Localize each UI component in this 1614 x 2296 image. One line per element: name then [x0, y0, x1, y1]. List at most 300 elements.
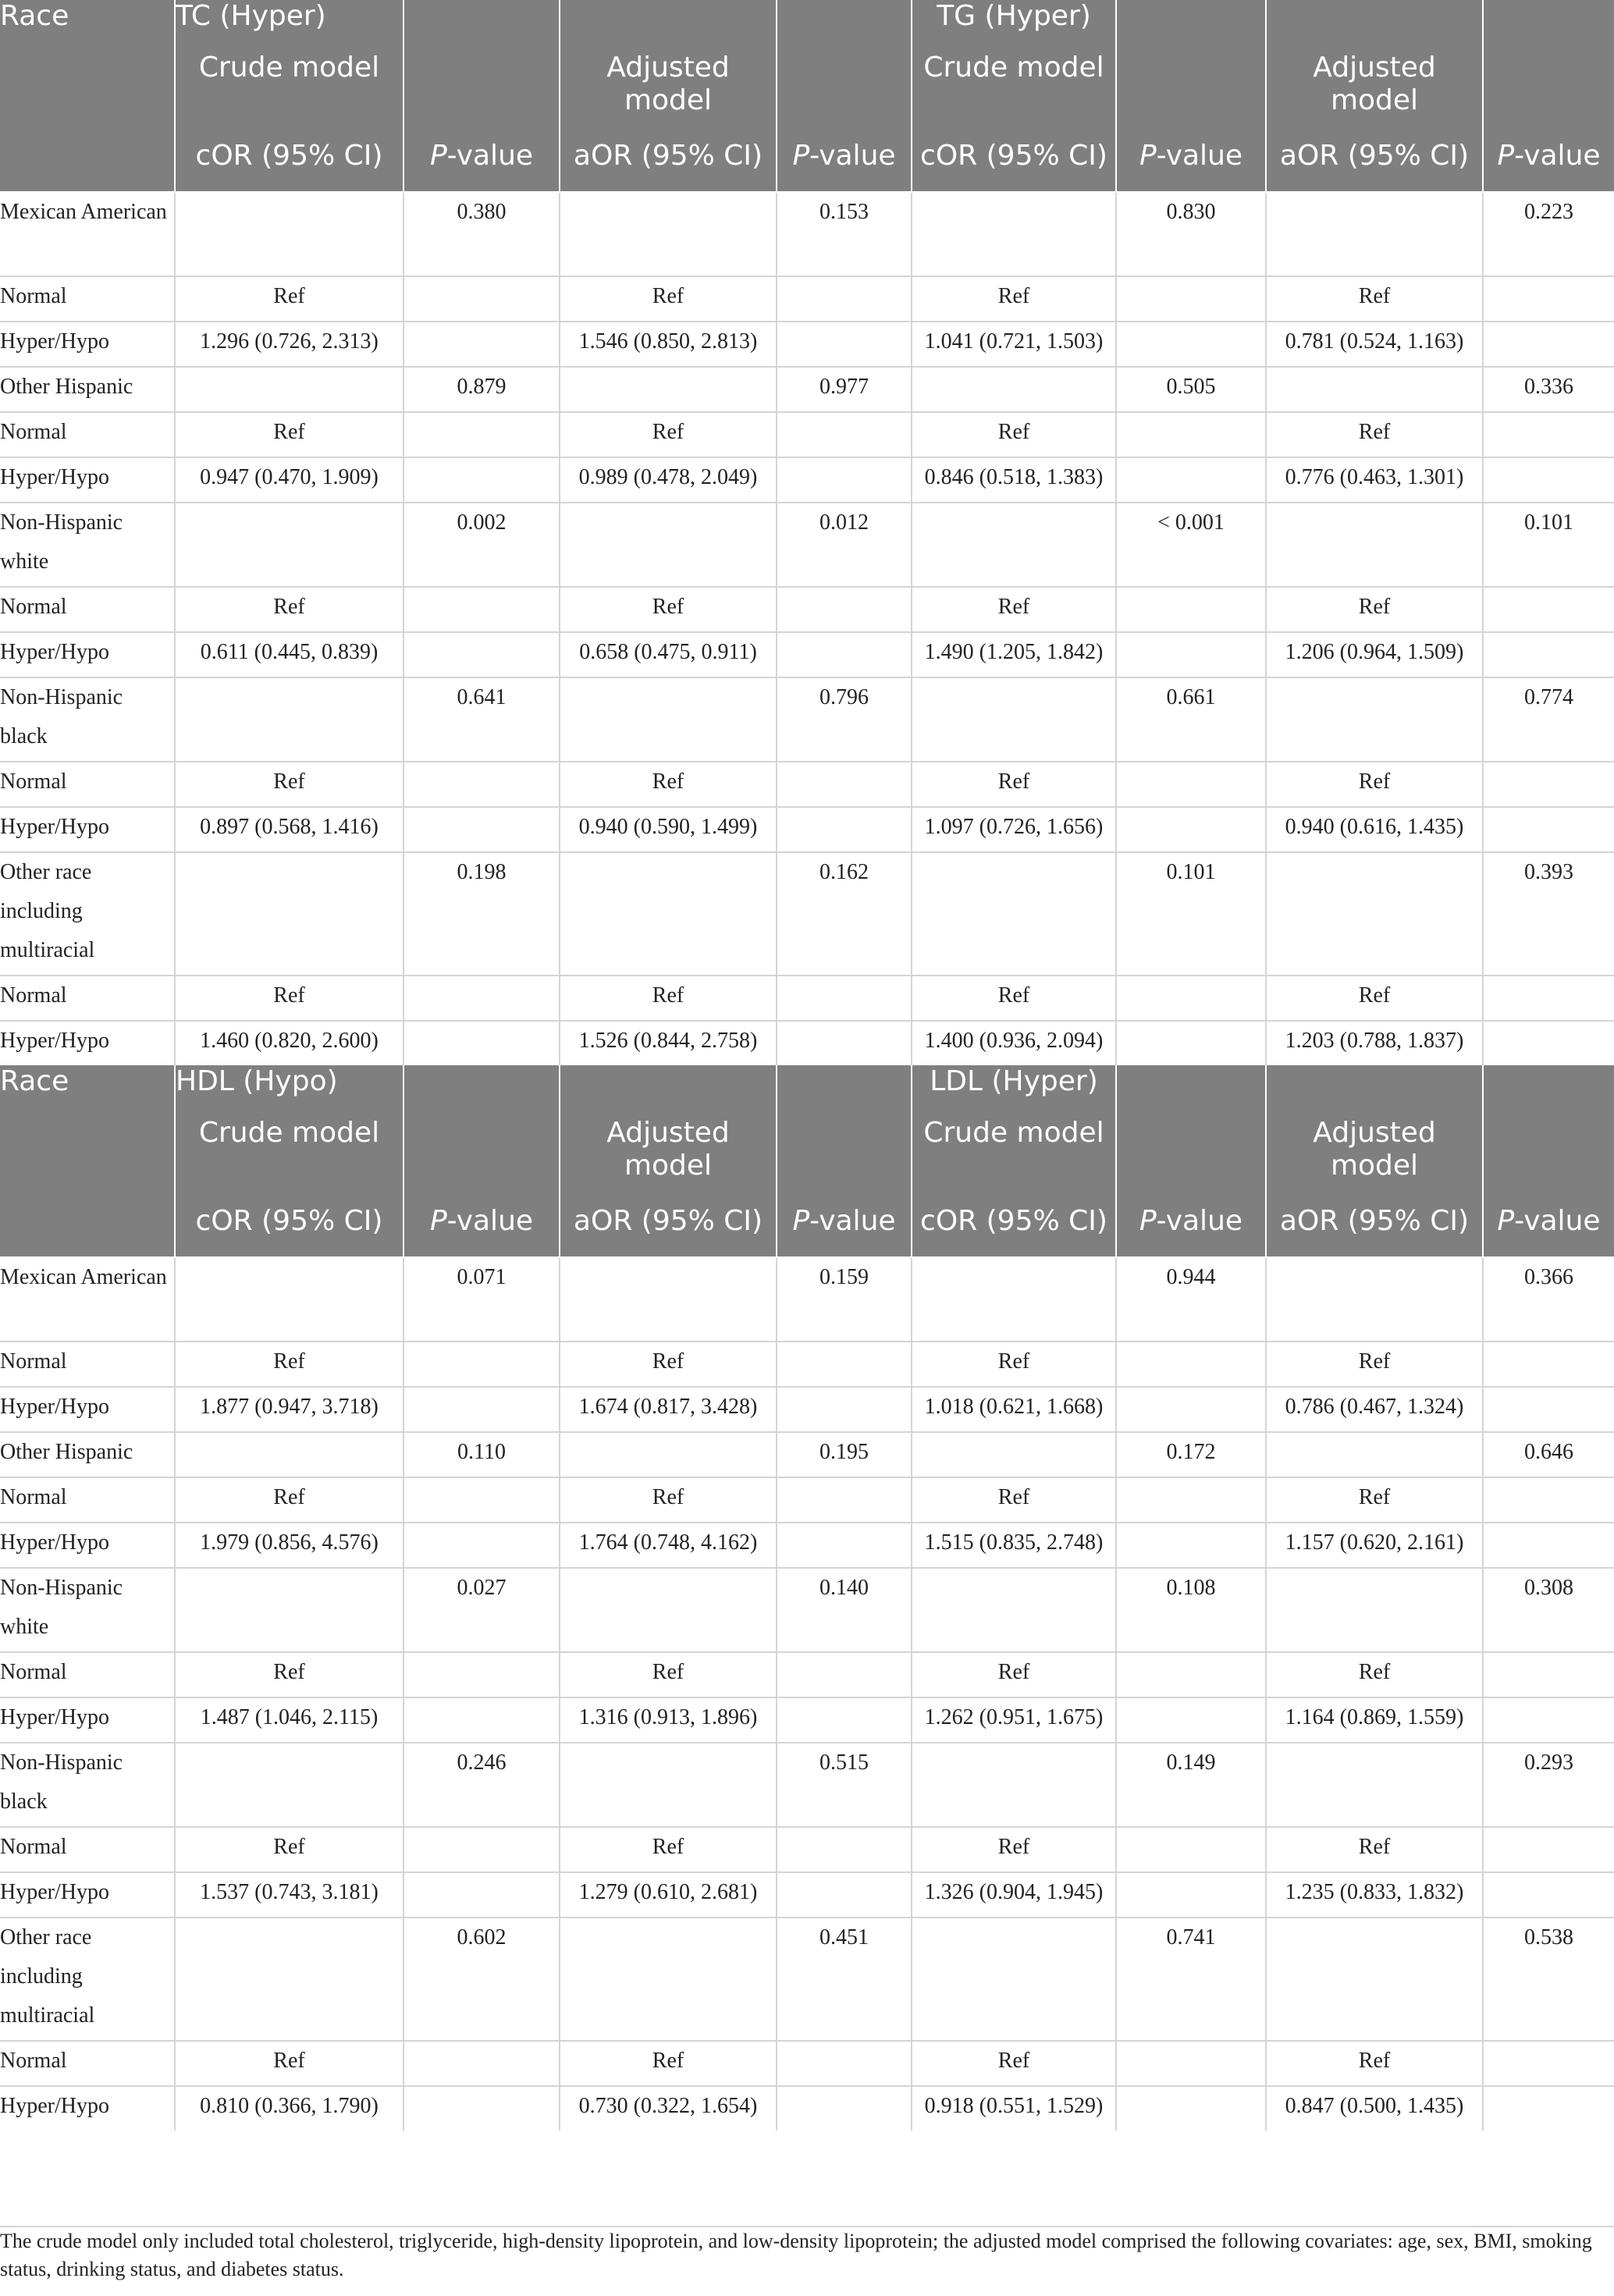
table-cell: 0.451: [777, 1917, 912, 2041]
crude-model-header: Crude model: [175, 1117, 404, 1205]
header-blank: [777, 1065, 912, 1117]
header-blank: [404, 1065, 560, 1117]
table-cell: 0.847 (0.500, 1.435): [1266, 2086, 1483, 2131]
header-row-columns: [0, 140, 1614, 192]
table-row: [0, 632, 1614, 677]
table-cell: [404, 2086, 560, 2131]
table-cell: 0.661: [1116, 677, 1266, 762]
header-blank: [560, 0, 777, 52]
row-label: Other race including multiracial: [0, 852, 175, 976]
table-cell: [404, 807, 560, 852]
header-blank: [1116, 1117, 1266, 1205]
row-label: Normal: [0, 1827, 175, 1872]
table-cell: 0.796: [777, 677, 912, 762]
table-row: [0, 322, 1614, 367]
row-label: Normal: [0, 1477, 175, 1523]
table-cell: [175, 852, 404, 976]
table-cell: Ref: [175, 1477, 404, 1523]
adjusted-model-header: Adjusted model: [560, 1117, 777, 1205]
table-cell: [912, 192, 1116, 276]
table-cell: [777, 1021, 912, 1065]
table-cell: 1.487 (1.046, 2.115): [175, 1697, 404, 1743]
column-header: aOR (95% CI): [1266, 140, 1483, 192]
table-row: [0, 1477, 1614, 1523]
header-blank: [1266, 1065, 1483, 1117]
table-row: [0, 1697, 1614, 1743]
table-cell: 0.940 (0.590, 1.499): [560, 807, 777, 852]
table-cell: [912, 1917, 1116, 2041]
table-row: [0, 1568, 1614, 1652]
table-cell: [1116, 322, 1266, 367]
table-cell: [1483, 1827, 1614, 1872]
table-row: [0, 1387, 1614, 1432]
table-cell: [1116, 412, 1266, 457]
row-label: Hyper/Hypo: [0, 632, 175, 677]
table-cell: [912, 503, 1116, 587]
row-label: Other Hispanic: [0, 1432, 175, 1477]
table-cell: Ref: [560, 762, 777, 807]
outcome-right-header: TG (Hyper): [912, 0, 1116, 52]
table-cell: [560, 1257, 777, 1342]
column-header: P-value: [1116, 1205, 1266, 1257]
table-cell: 0.774: [1483, 677, 1614, 762]
table-cell: [1116, 632, 1266, 677]
row-label: Hyper/Hypo: [0, 1387, 175, 1432]
header-blank: [560, 1065, 777, 1117]
table-row: [0, 276, 1614, 322]
table-cell: 0.159: [777, 1257, 912, 1342]
table-cell: [404, 1872, 560, 1917]
table-cell: [560, 503, 777, 587]
table-cell: [560, 1743, 777, 1827]
table-cell: Ref: [560, 976, 777, 1021]
table-cell: 0.012: [777, 503, 912, 587]
table-row: [0, 1743, 1614, 1827]
table-cell: 1.097 (0.726, 1.656): [912, 807, 1116, 852]
header-blank: [0, 1205, 175, 1257]
table-cell: [1266, 503, 1483, 587]
table-cell: [777, 632, 912, 677]
table-cell: [404, 632, 560, 677]
table-cell: [404, 276, 560, 322]
table-cell: [1483, 1342, 1614, 1387]
row-label: Normal: [0, 2041, 175, 2086]
row-label: Non-Hispanic white: [0, 503, 175, 587]
table-cell: Ref: [560, 276, 777, 322]
table-cell: [404, 457, 560, 503]
table-row: [0, 587, 1614, 632]
table-cell: [1116, 1697, 1266, 1743]
table-cell: [1116, 2086, 1266, 2131]
table-cell: [1483, 807, 1614, 852]
table-cell: [404, 1342, 560, 1387]
table-cell: [1483, 322, 1614, 367]
column-header: cOR (95% CI): [912, 1205, 1116, 1257]
header-blank: [404, 1117, 560, 1205]
table-cell: [1116, 1872, 1266, 1917]
row-label: Normal: [0, 1342, 175, 1387]
table-cell: 0.786 (0.467, 1.324): [1266, 1387, 1483, 1432]
table-cell: 0.515: [777, 1743, 912, 1827]
header-blank: [404, 0, 560, 52]
table-cell: Ref: [1266, 1342, 1483, 1387]
table-cell: 1.203 (0.788, 1.837): [1266, 1021, 1483, 1065]
column-header: P-value: [1116, 140, 1266, 192]
table-cell: [560, 192, 777, 276]
table-cell: [560, 367, 777, 412]
column-header: aOR (95% CI): [560, 1205, 777, 1257]
table-cell: 0.293: [1483, 1743, 1614, 1827]
table-cell: [1266, 677, 1483, 762]
table-cell: 0.646: [1483, 1432, 1614, 1477]
table-cell: [777, 762, 912, 807]
table-cell: [175, 1917, 404, 2041]
table-cell: Ref: [912, 1342, 1116, 1387]
table-cell: [404, 322, 560, 367]
column-header: P-value: [777, 140, 912, 192]
table-cell: Ref: [1266, 2041, 1483, 2086]
table-cell: Ref: [1266, 762, 1483, 807]
table-row: [0, 1432, 1614, 1477]
row-label: Mexican American: [0, 1257, 175, 1342]
row-label: Non-Hispanic black: [0, 1743, 175, 1827]
row-label: Normal: [0, 412, 175, 457]
table-row: [0, 1827, 1614, 1872]
race-column-header: Race: [0, 1065, 175, 1117]
table-cell: [404, 1523, 560, 1568]
table-cell: [404, 1697, 560, 1743]
table-cell: 0.658 (0.475, 0.911): [560, 632, 777, 677]
table-row: [0, 412, 1614, 457]
table-cell: [912, 1432, 1116, 1477]
table-cell: [777, 807, 912, 852]
table-cell: [1483, 976, 1614, 1021]
table-row: [0, 367, 1614, 412]
table-cell: Ref: [175, 762, 404, 807]
table-cell: 0.101: [1483, 503, 1614, 587]
table-cell: [404, 1387, 560, 1432]
table-cell: Ref: [1266, 276, 1483, 322]
table-cell: 0.830: [1116, 192, 1266, 276]
table-cell: [1116, 807, 1266, 852]
table-cell: Ref: [912, 762, 1116, 807]
header-row-columns: [0, 1205, 1614, 1257]
row-label: Non-Hispanic black: [0, 677, 175, 762]
header-blank: [1116, 0, 1266, 52]
table-cell: [404, 2041, 560, 2086]
column-header: cOR (95% CI): [175, 1205, 404, 1257]
table-cell: [1116, 1827, 1266, 1872]
table-cell: [912, 677, 1116, 762]
table-cell: 0.027: [404, 1568, 560, 1652]
table-cell: 0.897 (0.568, 1.416): [175, 807, 404, 852]
table-cell: [777, 457, 912, 503]
row-label: Normal: [0, 587, 175, 632]
table-cell: [1116, 1342, 1266, 1387]
table-cell: [404, 1827, 560, 1872]
table-cell: [912, 1257, 1116, 1342]
table-cell: 1.316 (0.913, 1.896): [560, 1697, 777, 1743]
table-row: [0, 1257, 1614, 1342]
row-label: Hyper/Hypo: [0, 1523, 175, 1568]
table-cell: 1.877 (0.947, 3.718): [175, 1387, 404, 1432]
table-row: [0, 2086, 1614, 2131]
row-label: Other Hispanic: [0, 367, 175, 412]
table-cell: 1.206 (0.964, 1.509): [1266, 632, 1483, 677]
row-label: Hyper/Hypo: [0, 1872, 175, 1917]
table-cell: [1266, 367, 1483, 412]
table-row: [0, 1342, 1614, 1387]
row-label: Hyper/Hypo: [0, 457, 175, 503]
table-cell: 0.776 (0.463, 1.301): [1266, 457, 1483, 503]
table-cell: [560, 1568, 777, 1652]
table-cell: [777, 1697, 912, 1743]
table-cell: [777, 2041, 912, 2086]
table-cell: 0.195: [777, 1432, 912, 1477]
table-cell: 1.674 (0.817, 3.428): [560, 1387, 777, 1432]
table-cell: [1483, 632, 1614, 677]
table-cell: Ref: [175, 1827, 404, 1872]
table-cell: [777, 1872, 912, 1917]
table-cell: 0.108: [1116, 1568, 1266, 1652]
table-cell: [1483, 2041, 1614, 2086]
table-cell: [1116, 276, 1266, 322]
table-cell: Ref: [912, 412, 1116, 457]
row-label: Hyper/Hypo: [0, 1021, 175, 1065]
table-cell: Ref: [560, 587, 777, 632]
table-cell: [912, 367, 1116, 412]
table-cell: 0.810 (0.366, 1.790): [175, 2086, 404, 2131]
crude-model-header: Crude model: [175, 52, 404, 140]
table-cell: 1.164 (0.869, 1.559): [1266, 1697, 1483, 1743]
table-cell: 0.918 (0.551, 1.529): [912, 2086, 1116, 2131]
column-header: aOR (95% CI): [1266, 1205, 1483, 1257]
table-cell: 0.101: [1116, 852, 1266, 976]
table-cell: Ref: [912, 1827, 1116, 1872]
table-cell: [404, 762, 560, 807]
table-cell: 0.308: [1483, 1568, 1614, 1652]
table-cell: 0.940 (0.616, 1.435): [1266, 807, 1483, 852]
table-cell: Ref: [1266, 976, 1483, 1021]
column-header: P-value: [404, 1205, 560, 1257]
row-label: Other race including multiracial: [0, 1917, 175, 2041]
header-blank: [1116, 52, 1266, 140]
header-row-models: [0, 1117, 1614, 1205]
column-header: P-value: [404, 140, 560, 192]
table-cell: 1.460 (0.820, 2.600): [175, 1021, 404, 1065]
table-cell: [1266, 852, 1483, 976]
column-header: cOR (95% CI): [175, 140, 404, 192]
table-cell: [777, 976, 912, 1021]
header-blank: [0, 140, 175, 192]
table-cell: 0.380: [404, 192, 560, 276]
table-cell: [777, 587, 912, 632]
table-cell: [175, 677, 404, 762]
header-blank: [777, 0, 912, 52]
table-cell: Ref: [1266, 1477, 1483, 1523]
table-cell: [175, 367, 404, 412]
table-cell: 0.246: [404, 1743, 560, 1827]
table-cell: 1.041 (0.721, 1.503): [912, 322, 1116, 367]
table-cell: [912, 852, 1116, 976]
table-cell: 0.505: [1116, 367, 1266, 412]
table-cell: [1483, 1652, 1614, 1697]
column-header: P-value: [1483, 140, 1614, 192]
race-column-header: Race: [0, 0, 175, 52]
table-cell: 1.515 (0.835, 2.748): [912, 1523, 1116, 1568]
table-cell: [1483, 412, 1614, 457]
table-cell: 0.781 (0.524, 1.163): [1266, 322, 1483, 367]
table-cell: [1266, 1917, 1483, 2041]
table-cell: Ref: [175, 1342, 404, 1387]
table-cell: [1116, 1021, 1266, 1065]
table-cell: [777, 412, 912, 457]
header-blank: [1483, 0, 1614, 52]
table-cell: 0.602: [404, 1917, 560, 2041]
table-cell: Ref: [912, 276, 1116, 322]
table-row: [0, 1523, 1614, 1568]
table-row: [0, 503, 1614, 587]
table-cell: [404, 412, 560, 457]
header-blank: [1116, 1065, 1266, 1117]
table-row: [0, 677, 1614, 762]
header-row-models: [0, 52, 1614, 140]
table-cell: [777, 2086, 912, 2131]
column-header: P-value: [1483, 1205, 1614, 1257]
table-row: [0, 1021, 1614, 1065]
table-cell: Ref: [560, 1477, 777, 1523]
header-blank: [1483, 52, 1614, 140]
table-cell: 0.002: [404, 503, 560, 587]
table-cell: 1.400 (0.936, 2.094): [912, 1021, 1116, 1065]
table-cell: [404, 1021, 560, 1065]
table-cell: 1.262 (0.951, 1.675): [912, 1697, 1116, 1743]
header-blank: [777, 52, 912, 140]
table-cell: [1266, 1568, 1483, 1652]
table-cell: Ref: [560, 1342, 777, 1387]
table-cell: [404, 976, 560, 1021]
table-cell: 0.989 (0.478, 2.049): [560, 457, 777, 503]
crude-model-header: Crude model: [912, 1117, 1116, 1205]
table-cell: 0.172: [1116, 1432, 1266, 1477]
table-cell: 0.110: [404, 1432, 560, 1477]
table-cell: [1116, 587, 1266, 632]
table-cell: 0.538: [1483, 1917, 1614, 2041]
table-cell: [777, 322, 912, 367]
table-cell: 0.162: [777, 852, 912, 976]
row-label: Normal: [0, 976, 175, 1021]
table-cell: 0.947 (0.470, 1.909): [175, 457, 404, 503]
row-label: Hyper/Hypo: [0, 2086, 175, 2131]
table-cell: [175, 192, 404, 276]
table-cell: [1483, 2086, 1614, 2131]
table-cell: [1266, 192, 1483, 276]
table-cell: 1.157 (0.620, 2.161): [1266, 1523, 1483, 1568]
table-cell: [560, 852, 777, 976]
table-cell: [777, 1652, 912, 1697]
table-cell: 1.526 (0.844, 2.758): [560, 1021, 777, 1065]
table-cell: [1483, 1021, 1614, 1065]
table-cell: [175, 1432, 404, 1477]
table-cell: 0.879: [404, 367, 560, 412]
table-cell: 0.846 (0.518, 1.383): [912, 457, 1116, 503]
table-cell: [1116, 762, 1266, 807]
crude-model-header: Crude model: [912, 52, 1116, 140]
row-label: Normal: [0, 762, 175, 807]
table-cell: [404, 1477, 560, 1523]
table-cell: [777, 1342, 912, 1387]
table-footnote: The crude model only included total cholesterol, triglyceride, high-density lipoprotein, and low-density lipoprotein; the adjusted model comprised the following covariates: age, sex, BMI, smoking status, drinking status, and diabetes status.: [0, 2226, 1614, 2284]
table-cell: Ref: [175, 2041, 404, 2086]
table-cell: [1483, 1477, 1614, 1523]
header-blank: [1483, 1117, 1614, 1205]
table-cell: Ref: [560, 412, 777, 457]
table-row: [0, 1652, 1614, 1697]
table-cell: [560, 677, 777, 762]
table-cell: 0.611 (0.445, 0.839): [175, 632, 404, 677]
table-cell: Ref: [175, 1652, 404, 1697]
table-cell: [175, 1743, 404, 1827]
table-cell: [912, 1568, 1116, 1652]
table-cell: 1.018 (0.621, 1.668): [912, 1387, 1116, 1432]
table-cell: [1483, 1872, 1614, 1917]
table-cell: [1116, 1477, 1266, 1523]
table-cell: [1483, 1387, 1614, 1432]
table-cell: [1483, 587, 1614, 632]
table-cell: 0.977: [777, 367, 912, 412]
header-blank: [0, 1117, 175, 1205]
table-cell: 0.140: [777, 1568, 912, 1652]
table-cell: 0.730 (0.322, 1.654): [560, 2086, 777, 2131]
table-cell: 0.366: [1483, 1257, 1614, 1342]
table-cell: 1.490 (1.205, 1.842): [912, 632, 1116, 677]
table-cell: [1116, 1652, 1266, 1697]
table-row: [0, 192, 1614, 276]
table-cell: [777, 276, 912, 322]
table-cell: [777, 1827, 912, 1872]
table-row: [0, 762, 1614, 807]
table-cell: [1266, 1257, 1483, 1342]
table-cell: [777, 1387, 912, 1432]
table-cell: [1483, 1523, 1614, 1568]
table-cell: [1483, 762, 1614, 807]
column-header: aOR (95% CI): [560, 140, 777, 192]
adjusted-model-header: Adjusted model: [1266, 52, 1483, 140]
table-cell: 1.979 (0.856, 4.576): [175, 1523, 404, 1568]
table-cell: 0.741: [1116, 1917, 1266, 2041]
header-blank: [404, 52, 560, 140]
header-row-outcomes: [0, 1065, 1614, 1117]
row-label: Normal: [0, 276, 175, 322]
table-cell: [1116, 457, 1266, 503]
table-cell: 0.198: [404, 852, 560, 976]
table-cell: 0.336: [1483, 367, 1614, 412]
table-cell: 1.764 (0.748, 4.162): [560, 1523, 777, 1568]
table-cell: [777, 1523, 912, 1568]
table-cell: [175, 1257, 404, 1342]
adjusted-model-header: Adjusted model: [560, 52, 777, 140]
table-row: [0, 2041, 1614, 2086]
table-cell: Ref: [912, 1652, 1116, 1697]
table-cell: [1116, 2041, 1266, 2086]
table-cell: [1483, 1697, 1614, 1743]
header-blank: [1266, 0, 1483, 52]
table-cell: Ref: [560, 1652, 777, 1697]
table-cell: 1.279 (0.610, 2.681): [560, 1872, 777, 1917]
outcome-right-header: LDL (Hyper): [912, 1065, 1116, 1117]
table-cell: [1116, 1523, 1266, 1568]
table-cell: [404, 1652, 560, 1697]
